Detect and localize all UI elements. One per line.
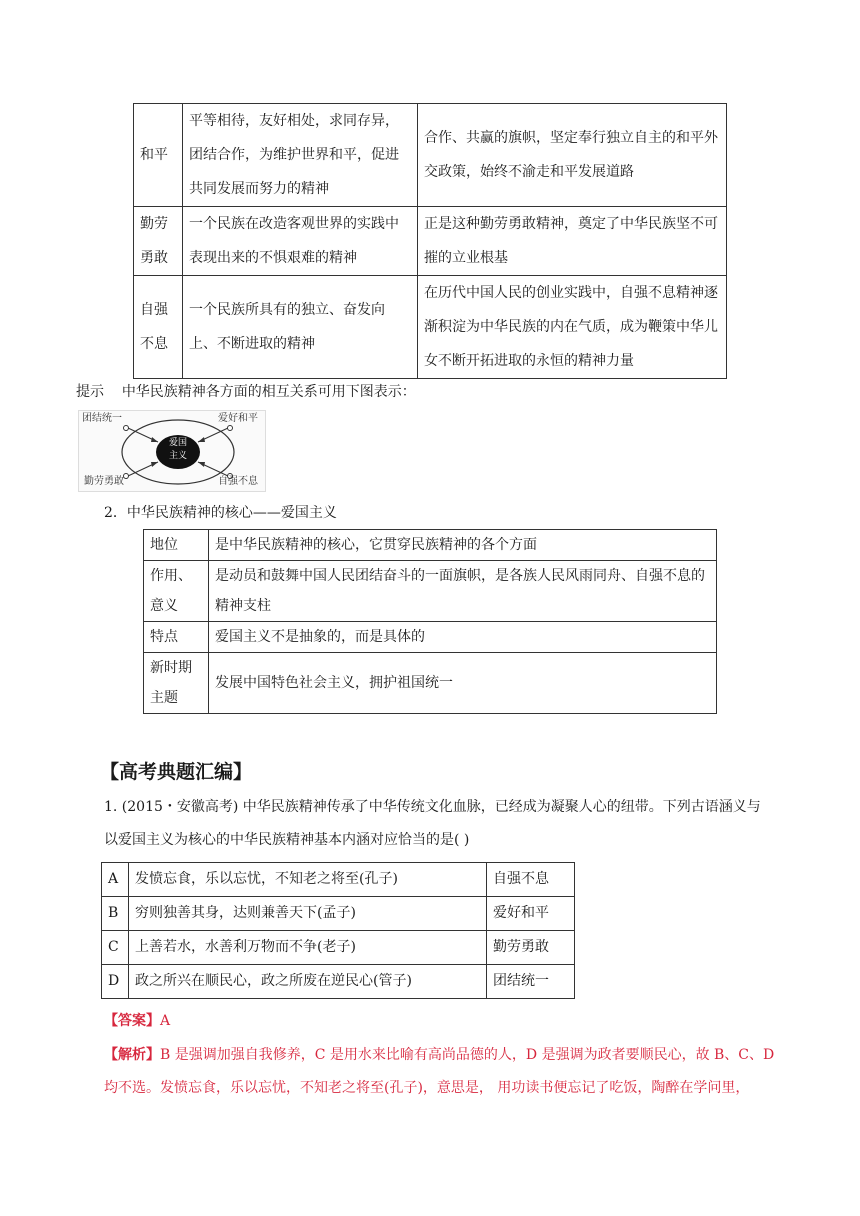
row-value: 爱国主义不是抽象的，而是具体的: [209, 622, 717, 653]
exam-heading: 【高考典题汇编】: [100, 761, 253, 783]
section-heading: 2．中华民族精神的核心——爱国主义: [104, 505, 337, 521]
row-value: 发展中国特色社会主义，拥护祖国统一: [209, 653, 717, 714]
option-spirit: 自强不息: [487, 863, 575, 897]
hint-label: 提示: [76, 384, 104, 400]
analysis-text-1: B 是强调加强自我修养，C 是用水来比喻有高尚品德的人，D 是强调为政者要顺民心，故 B、C、D: [160, 1047, 775, 1063]
spirit-diagram: [78, 410, 266, 492]
analysis-label: 【解析】: [104, 1047, 160, 1063]
table-row: [102, 931, 575, 965]
option-quote: 上善若水，水善利万物而不争(老子): [129, 931, 487, 965]
question-line-2: 以爱国主义为核心的中华民族精神基本内涵对应恰当的是( ): [104, 832, 470, 848]
spirit-role: 在历代中国人民的创业实践中，自强不息精神逐渐积淀为中华民族的内在气质，成为鞭策中华儿女不断开拓进取的永恒的精神力量: [418, 276, 727, 379]
spirit-meaning: 平等相待，友好相处，求同存异，团结合作，为维护世界和平，促进共同发展而努力的精神: [183, 104, 418, 207]
spirit-name: 和平: [134, 104, 183, 207]
answer-line: [104, 1011, 170, 1031]
table-row: [102, 965, 575, 999]
hint-line: [76, 382, 416, 402]
option-quote: 穷则独善其身，达则兼善天下(孟子): [129, 897, 487, 931]
row-label: 作用、意义: [144, 561, 209, 622]
option-quote: 政之所兴在顺民心，政之所废在逆民心(管子): [129, 965, 487, 999]
option-letter: A: [102, 863, 129, 897]
hint-text: 中华民族精神各方面的相互关系可用下图表示：: [121, 384, 416, 400]
table-row: [134, 104, 727, 207]
table-row: [102, 863, 575, 897]
table-row: [134, 276, 727, 379]
row-label: 特点: [144, 622, 209, 653]
answer-value: A: [160, 1013, 171, 1029]
option-letter: C: [102, 931, 129, 965]
diagram-center: 爱国主义: [168, 438, 187, 461]
option-letter: D: [102, 965, 129, 999]
table-row: [134, 207, 727, 276]
option-letter: B: [102, 897, 129, 931]
spirit-role: 正是这种勤劳勇敢精神，奠定了中华民族坚不可摧的立业根基: [418, 207, 727, 276]
row-label: 新时期主题: [144, 653, 209, 714]
analysis-line-2: 均不选。发愤忘食，乐以忘忧，不知老之将至(孔子)，意思是， 用功读书便忘记了吃饭，陶醉在学问里，: [104, 1080, 750, 1096]
options-table: [101, 862, 575, 999]
question-line-1: 1. (2015・安徽高考) 中华民族精神传承了中华传统文化血脉，已经成为凝聚人心的纽带。下列古语涵义与: [104, 799, 761, 815]
analysis-line-1: [104, 1045, 774, 1065]
table-row: [144, 561, 717, 622]
option-spirit: 勤劳勇敢: [487, 931, 575, 965]
table-row: [144, 530, 717, 561]
diagram-bottom-left: 勤劳勇敢: [84, 476, 124, 487]
diagram-bottom-right: 自强不息: [218, 476, 258, 487]
spirit-name: 勤劳勇敢: [134, 207, 183, 276]
spirit-name: 自强不息: [134, 276, 183, 379]
answer-label: 【答案】: [104, 1013, 160, 1029]
option-quote: 发愤忘食，乐以忘忧，不知老之将至(孔子): [129, 863, 487, 897]
table-row: [102, 897, 575, 931]
option-spirit: 团结统一: [487, 965, 575, 999]
spirit-table: [133, 103, 727, 379]
patriotism-table: [143, 529, 717, 714]
spirit-meaning: 一个民族所具有的独立、奋发向上、不断进取的精神: [183, 276, 418, 379]
option-spirit: 爱好和平: [487, 897, 575, 931]
diagram-top-left: 团结统一: [82, 413, 122, 424]
table-row: [144, 653, 717, 714]
row-value: 是中华民族精神的核心，它贯穿民族精神的各个方面: [209, 530, 717, 561]
row-label: 地位: [144, 530, 209, 561]
table-row: [144, 622, 717, 653]
row-value: 是动员和鼓舞中国人民团结奋斗的一面旗帜，是各族人民风雨同舟、自强不息的精神支柱: [209, 561, 717, 622]
spirit-meaning: 一个民族在改造客观世界的实践中表现出来的不惧艰难的精神: [183, 207, 418, 276]
spirit-role: 合作、共赢的旗帜，坚定奉行独立自主的和平外交政策，始终不渝走和平发展道路: [418, 104, 727, 207]
diagram-top-right: 爱好和平: [218, 413, 258, 424]
